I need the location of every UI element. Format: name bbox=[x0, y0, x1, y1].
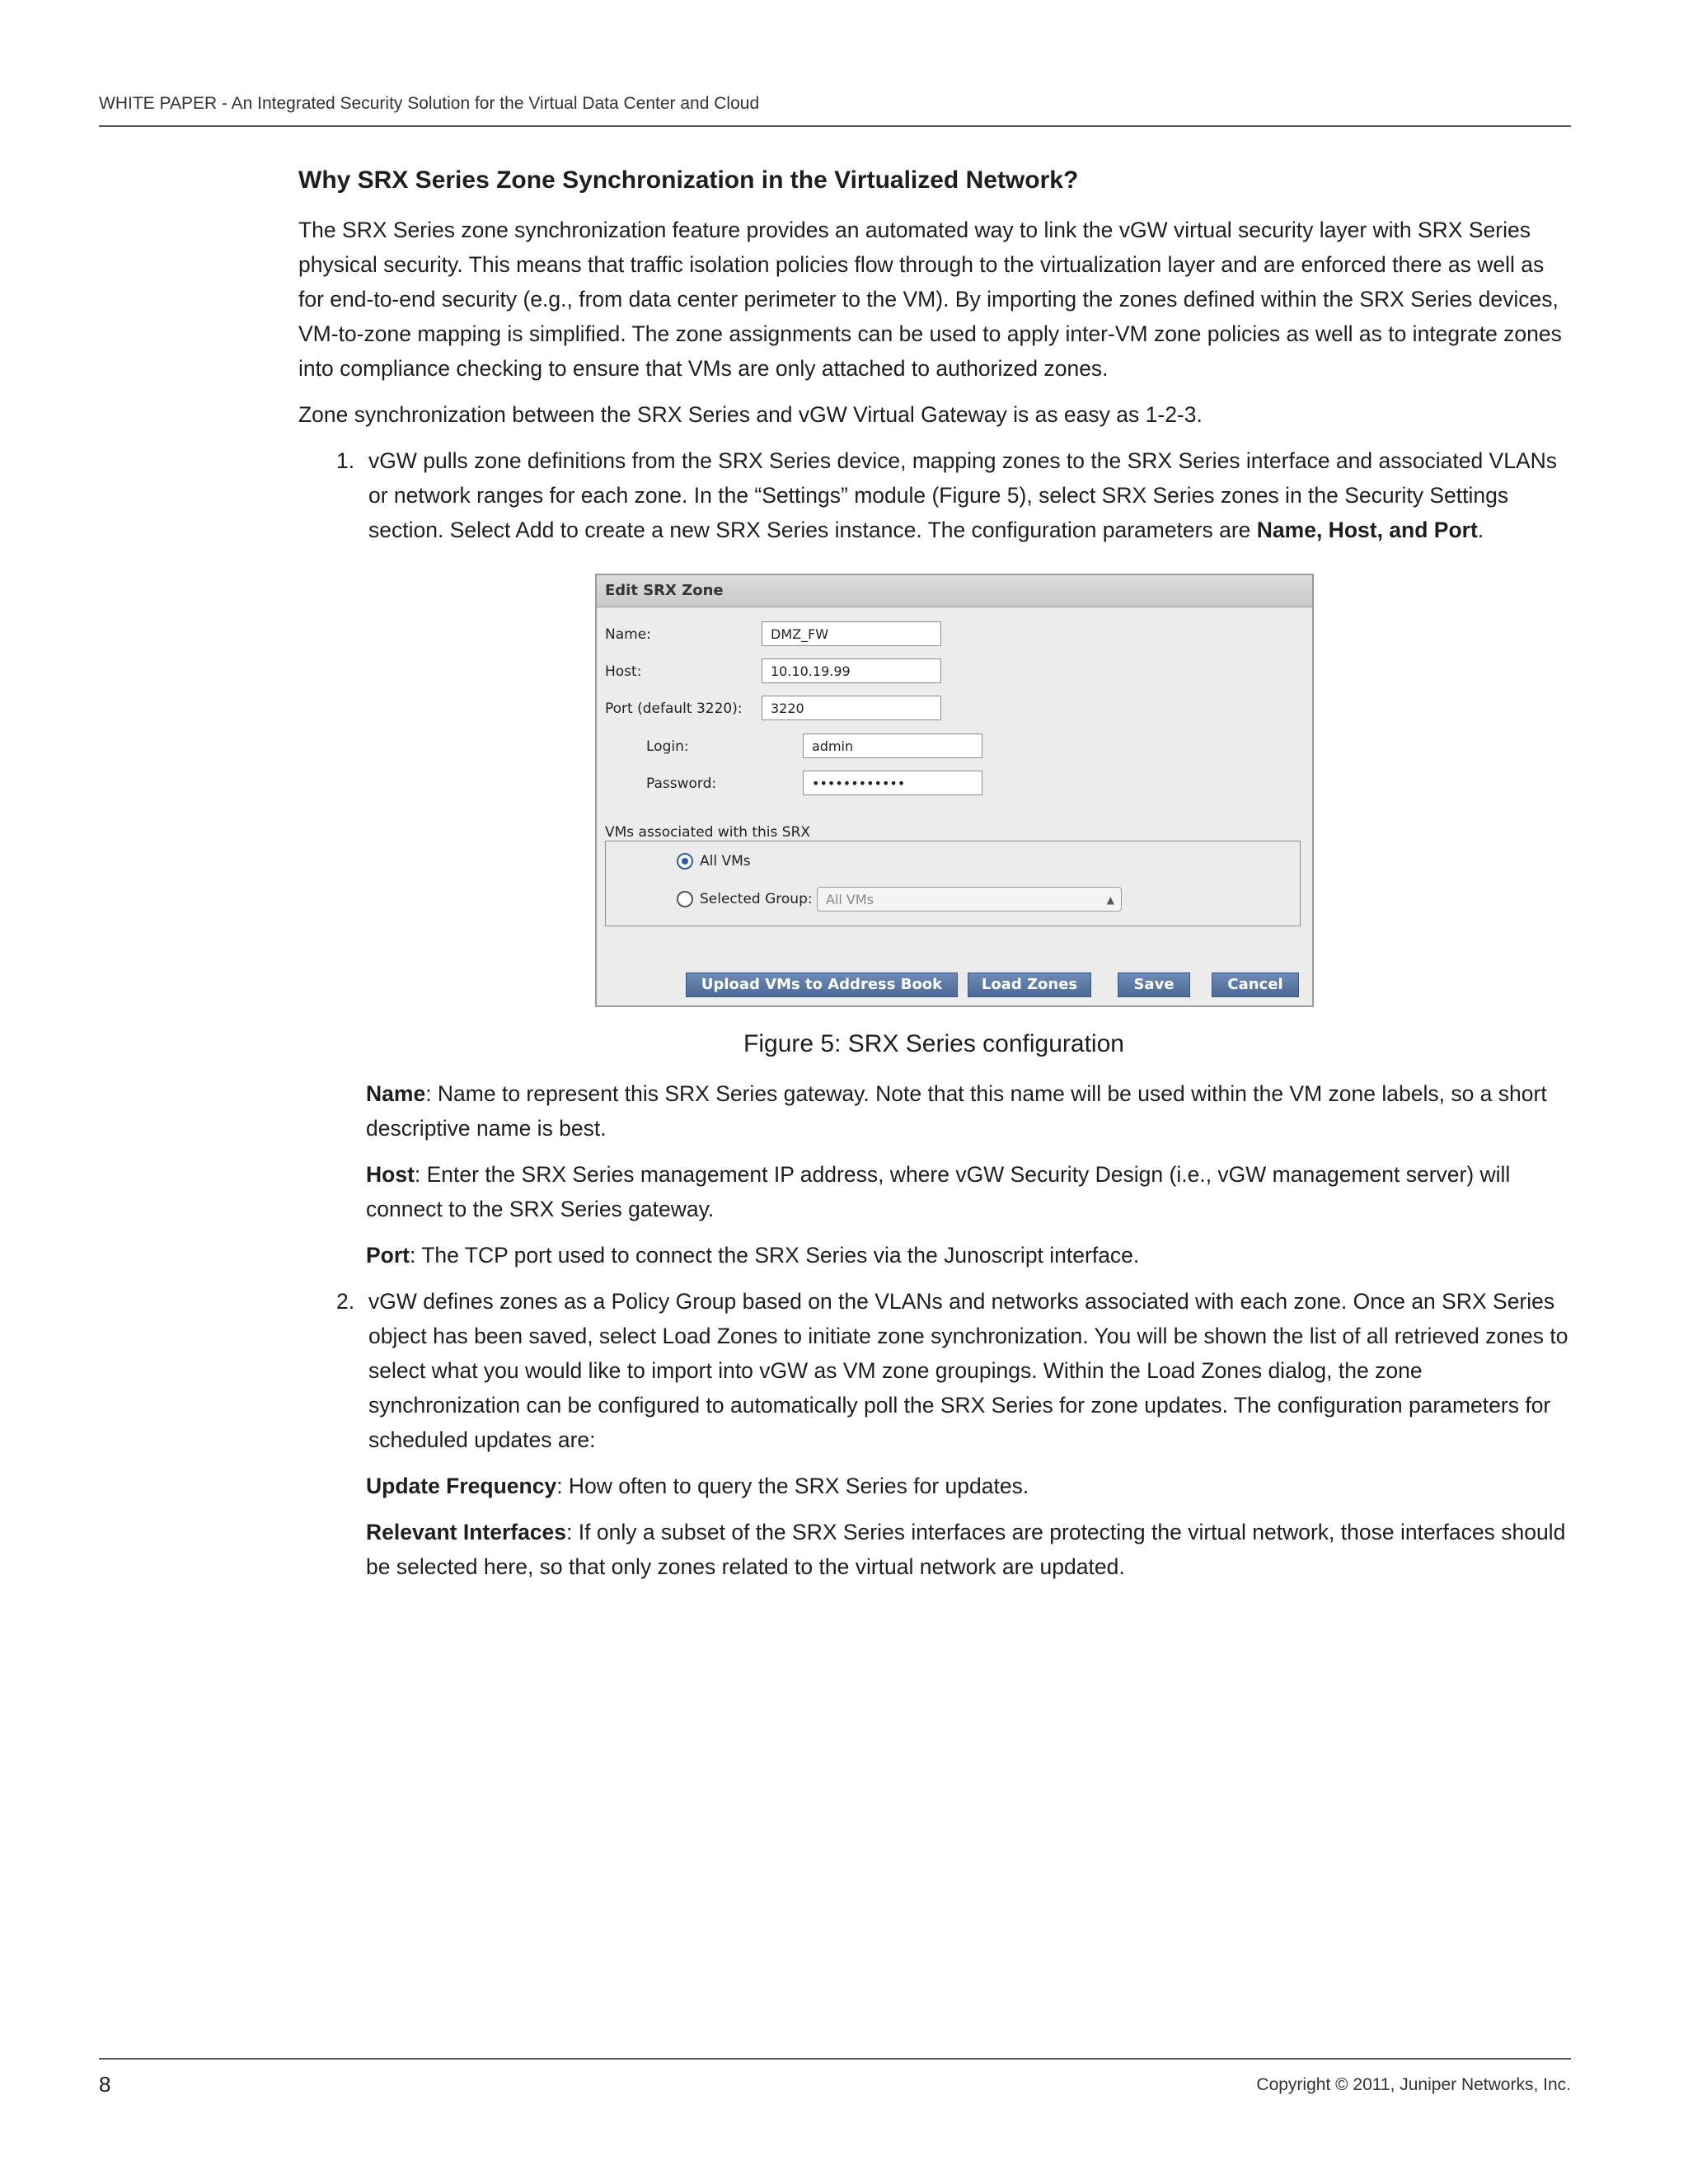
select-arrows-icon: ▲ bbox=[1106, 894, 1114, 906]
port-label: Port (default 3220): bbox=[605, 701, 743, 717]
definition-host bbox=[298, 1157, 1569, 1226]
page-number: 8 bbox=[99, 2072, 111, 2097]
figure-5 bbox=[595, 574, 1324, 1007]
vms-associated-label: VMs associated with this SRX bbox=[605, 824, 811, 841]
definition-update-frequency bbox=[298, 1469, 1569, 1503]
group-select-value: All VMs bbox=[826, 892, 874, 907]
copyright: Copyright © 2011, Juniper Networks, Inc. bbox=[1256, 2075, 1571, 2094]
definition-term: Name bbox=[366, 1081, 426, 1106]
definitions-list-2 bbox=[298, 1469, 1569, 1584]
footer-divider bbox=[99, 2058, 1571, 2060]
header-divider bbox=[99, 125, 1571, 127]
host-label: Host: bbox=[605, 663, 642, 680]
definition-term: Port bbox=[366, 1243, 410, 1268]
section-title: Why SRX Series Zone Synchronization in the Virtualized Network? bbox=[298, 166, 1079, 194]
selected-group-label: Selected Group: bbox=[700, 891, 813, 907]
definition-term: Update Frequency bbox=[366, 1474, 557, 1498]
host-input[interactable]: 10.10.19.99 bbox=[762, 658, 941, 683]
definition-port bbox=[298, 1238, 1569, 1272]
step-1-number: 1. bbox=[336, 448, 355, 473]
step-1-period: . bbox=[1477, 518, 1484, 542]
edit-srx-zone-dialog bbox=[595, 574, 1314, 1007]
step-1-bold-params: Name, Host, and Port bbox=[1256, 518, 1478, 542]
figure-caption: Figure 5: SRX Series configuration bbox=[743, 1030, 1124, 1057]
name-label: Name: bbox=[605, 626, 651, 643]
definition-term: Relevant Interfaces bbox=[366, 1520, 567, 1544]
definition-text: : How often to query the SRX Series for updates. bbox=[556, 1474, 1029, 1498]
port-input[interactable]: 3220 bbox=[762, 696, 941, 720]
step-1 bbox=[298, 443, 1569, 547]
step-1-text: vGW pulls zone definitions from the SRX Series device, mapping zones to the SRX Series interface and associated VLANs or network ranges for each zone. In the “Settings” module (Figure 5), select SRX Series zones in the Security Settings section. Select Add to create a new SRX Series instance. The configuration parameters are bbox=[368, 448, 1558, 542]
definition-text: : If only a subset of the SRX Series interfaces are protecting the virtual network, those interfaces should be selected here, so that only zones related to the virtual network are updated. bbox=[366, 1520, 1566, 1579]
group-select[interactable] bbox=[817, 887, 1122, 912]
step-2 bbox=[298, 1284, 1569, 1457]
load-zones-button[interactable]: Load Zones bbox=[968, 972, 1091, 997]
name-input[interactable]: DMZ_FW bbox=[762, 621, 941, 646]
intro-paragraph: The SRX Series zone synchronization feature provides an automated way to link the vGW virtual security layer with SRX Series physical security. This means that traffic isolation policies flow through to the virtualization layer and are enforced there as well as for end-to-end security (e.g., from data center perimeter to the VM). By importing the zones defined within the SRX Series devices, VM-to-zone mapping is simplified. The zone assignments can be used to apply inter-VM zone policies as well as to integrate zones into compliance checking to ensure that VMs are only attached to authorized zones. bbox=[298, 218, 1562, 381]
all-vms-radio[interactable] bbox=[677, 853, 693, 869]
definition-term: Host bbox=[366, 1162, 415, 1187]
vms-group-box bbox=[605, 841, 1301, 926]
login-label: Login: bbox=[646, 738, 689, 755]
running-header: WHITE PAPER - An Integrated Security Solution for the Virtual Data Center and Cloud bbox=[99, 94, 760, 113]
definition-text: : Name to represent this SRX Series gateway. Note that this name will be used within the VM zone labels, so a short descriptive name is best. bbox=[366, 1081, 1547, 1141]
definition-name bbox=[298, 1076, 1569, 1146]
password-input[interactable]: •••••••••••• bbox=[803, 771, 982, 795]
definition-text: : Enter the SRX Series management IP address, where vGW Security Design (i.e., vGW management server) will connect to the SRX Series gateway. bbox=[366, 1162, 1511, 1221]
dialog-title: Edit SRX Zone bbox=[597, 575, 1312, 607]
definition-relevant-interfaces bbox=[298, 1515, 1569, 1584]
save-button[interactable]: Save bbox=[1118, 972, 1190, 997]
main-content bbox=[298, 166, 1569, 1596]
definitions-list-1 bbox=[298, 1076, 1569, 1272]
cancel-button[interactable]: Cancel bbox=[1212, 972, 1299, 997]
upload-vms-button[interactable]: Upload VMs to Address Book bbox=[686, 972, 958, 997]
step-2-number: 2. bbox=[336, 1289, 355, 1314]
password-label: Password: bbox=[646, 776, 717, 792]
step-2-text: vGW defines zones as a Policy Group based on the VLANs and networks associated with each zone. Once an SRX Series object has been saved, select Load Zones to initiate zone synchronization. You will be shown the list of all retrieved zones to select what you would like to import into vGW as VM zone groupings. Within the Load Zones dialog, the zone synchronization can be configured to automatically poll the SRX Series for zone updates. The configuration parameters for scheduled updates are: bbox=[368, 1289, 1568, 1452]
lead-in-paragraph: Zone synchronization between the SRX Series and vGW Virtual Gateway is as easy as 1-2-3. bbox=[298, 402, 1203, 427]
definition-text: : The TCP port used to connect the SRX Series via the Junoscript interface. bbox=[410, 1243, 1140, 1268]
all-vms-label: All VMs bbox=[700, 853, 751, 869]
selected-group-radio[interactable] bbox=[677, 891, 693, 907]
login-input[interactable]: admin bbox=[803, 733, 982, 758]
